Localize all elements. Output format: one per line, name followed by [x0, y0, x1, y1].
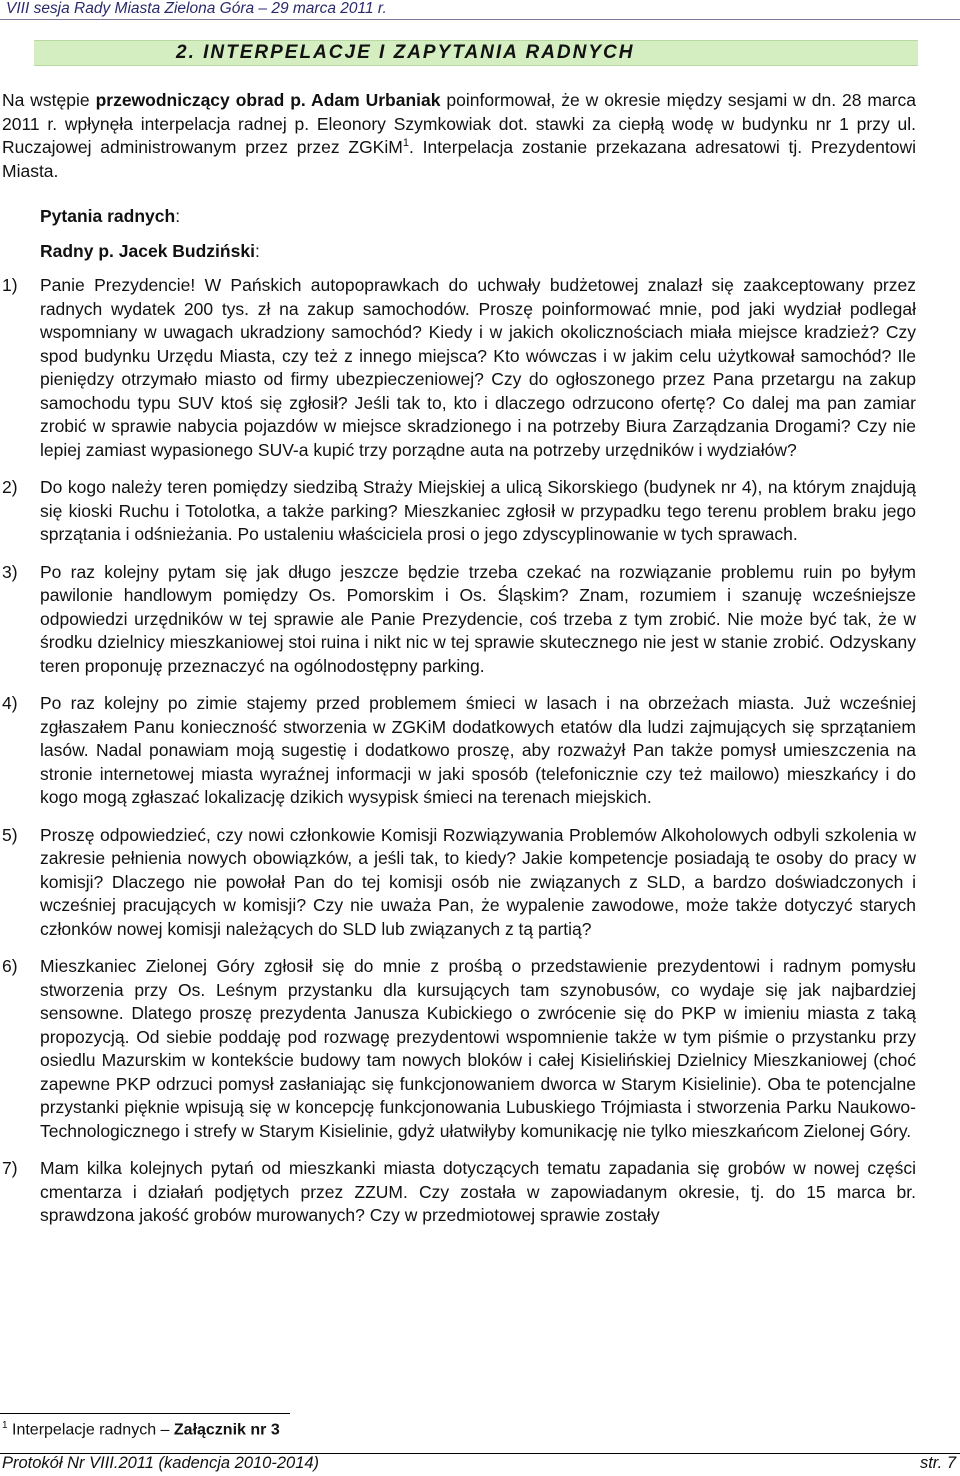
intro-text-3: . Interpelacja zostanie przekazana adresatowi tj. Prezydentowi Miasta.	[2, 137, 916, 181]
question-text: Mieszkaniec Zielonej Góry zgłosił się do mnie z prośbą o przedstawienie prezydentowi i radnym pomysłu stworzenia przy Os. Leśnym przystanku dla kursujących tam szynobusów, co wydaje się jak najbardziej sensowne. Dlatego proszę prezydenta Janusza Kubickiego o zwrócenie się do PKP w imieniu miasta z taką propozycją. Od siebie poddaję pod rozwagę prezydentowi wspomnienie także w tym piśmie o przystanku przy osiedlu Mazurskim w kontekście budowy tam nowych bloków i całej Kisielińskiej Dzielnicy Mieszkaniowej (choć zapewne PKP odrzuci pomysł zasłaniając się funkcjonowaniem dworca w Starym Kisielinie). Oba te potencjalne przystanki pięknie wpisują się w koncepcję funkcjonowania Lubuskiego Trójmiasta i stworzenia Parku Naukowo-Technologicznego i strefy w Starym Kisielinie, gdyż ułatwiłyby komunikację nie tylko mieszkańcom Zielonej Góry.	[40, 956, 916, 1141]
question-text: Panie Prezydencie! W Pańskich autopoprawkach do uchwały budżetowej znalazł się zaakceptowany przez radnych wydatek 200 tys. zł na zakup samochodów. Proszę poinformować mnie, pod jaki wydział podlegał wspomniany w uwagach ukradziony samochód? Kiedy i w jakich okolicznościach miała miejsce kradzież? Czy spod budynku Urzędu Miasta, czy też z innego miejsca? Kto wówczas i w jakim celu użytkował samochód? Ile pieniędzy otrzymało miasto od firmy ubezpieczeniowej? Czy do ogłoszonego przez Pana przetargu na zakup samochodu typu SUV ktoś się zgłosił? Jeśli tak to, kto i dlaczego odrzucono ofertę? Co dalej ma pan zamiar zrobić w sprawie nabycia pojazdów w miejsce skradzionego i na potrzeby Biura Zarządzania Drogami? Czy nie lepiej zamiast wypasionego SUV-a kupić trzy porządne auta na potrzeby urzędników i wydziałów?	[40, 275, 916, 460]
intro-paragraph	[2, 89, 916, 183]
question-number: 5)	[2, 824, 18, 845]
chairman-name: przewodniczący obrad p. Adam Urbaniak	[95, 90, 441, 110]
question-text: Mam kilka kolejnych pytań od mieszkanki miasta dotyczących tematu zapadania się grobów w nowej części cmentarza i działań podjętych przez ZZUM. Czy została w zapowiadanym okresie, tj. do 15 marca br. sprawdzona jakość grobów murowanych? Czy w przedmiotowej sprawie zostały	[40, 1158, 916, 1225]
running-header: VIII sesja Rady Miasta Zielona Góra – 29 marca 2011 r.	[6, 0, 387, 17]
question-number: 6)	[2, 956, 18, 976]
questions-heading-colon: :	[175, 206, 181, 226]
footnote-mark: 1	[402, 137, 409, 150]
question-item	[0, 476, 916, 547]
footnote-attachment: Załącznik nr 3	[173, 1421, 280, 1439]
question-number: 4)	[2, 693, 18, 713]
question-item	[0, 274, 916, 462]
question-item	[0, 561, 916, 679]
question-text: Po raz kolejny po zimie stajemy przed problemem śmieci w lasach i na obrzeżach miasta. Już wcześniej zgłaszałem Panu konieczność stworzenia w ZGKiM dodatkowych etatów dla ludzi zajmujących się sprzątaniem lasów. Nadal ponawiam moją sugestię i dodatkowo proszę, aby rozważył Pan także pomysł umieszczenia na stronie internetowej miasta wyraźnej informacji w jaki sposób (telefonicznie czy też mailowo) mieszkańcy i do kogo mogą zgłaszać lokalizację dzikich wysypisk śmieci na terenach miejskich.	[40, 693, 916, 807]
footnote	[2, 1420, 280, 1439]
header-rule	[0, 19, 960, 20]
intro-text-2: poinformował, że w okresie między sesjami w dn. 28 marca 2011 r. wpłynęła interpelacja radnej p. Eleonory Szymkowiak dot. stawki za ciepłą wodę w budynku nr 1 przy ul. Ruczajowej administrowanym przez przez ZGKiM	[2, 90, 916, 157]
question-text: Po raz kolejny pytam się jak długo jeszcze będzie trzeba czekać na rozwiązanie problemu ruin po byłym pawilonie handlowym pomiędzy Os. Pomorskim i Os. Śląskim? Znam, rozumiem i szanuję wcześniejsze odpowiedzi urzędników w tej sprawie ale Panie Prezydencie, coś trzeba z tym zrobić. Nie może być tak, że w środku dzielnicy mieszkaniowej stoi ruina i nikt nic w tej sprawie skutecznego nie jest w stanie zrobić. Odzyskany teren proponuję przeznaczyć na ogólnodostępny parking.	[40, 561, 916, 676]
questions-heading	[40, 206, 180, 227]
councillor-heading	[40, 241, 260, 262]
footer-page-number: str. 7	[919, 1454, 956, 1472]
question-text: Do kogo należy teren pomiędzy siedzibą Straży Miejskiej a ulicą Sikorskiego (budynek nr 4), na którym znajdują się kioski Ruchu i Totolotka, a także parking? Mieszkaniec zgłosił w przypadku tego terenu problem braku jego sprzątania i odśnieżania. Po ustaleniu właściciela prosi o jego zdyscyplinowanie w tych sprawach.	[40, 477, 916, 544]
section-title: 2. INTERPELACJE I ZAPYTANIA RADNYCH	[176, 42, 635, 63]
question-number: 3)	[2, 561, 18, 582]
question-item	[0, 824, 916, 942]
footnote-rule	[0, 1413, 290, 1414]
footnote-number: 1	[2, 1420, 8, 1431]
intro-text-1: Na wstępie	[2, 90, 96, 110]
question-number: 7)	[2, 1158, 18, 1178]
question-item	[0, 1157, 916, 1228]
question-text: Proszę odpowiedzieć, czy nowi członkowie Komisji Rozwiązywania Problemów Alkoholowych odbyli szkolenia w zakresie pełnienia nowych obowiązków, a jeśli tak, to kiedy? Jakie kompetencje posiadają te osoby do pracy w komisji? Dlaczego nie powołał Pan do tej komisji osób nie związanych z SLD, a bardzo doświadczonych i wcześniej pracujących w komisji? Czy nie uważa Pan, że wypalenie zawodowe, może także dotyczyć starych członków nowej komisji należących do SLD lub związanych z tą partią?	[40, 824, 916, 939]
footnote-text: Interpelacje radnych –	[7, 1421, 174, 1439]
footer-protocol: Protokół Nr VIII.2011 (kadencja 2010-2014)	[2, 1454, 320, 1472]
questions-list	[0, 274, 916, 1242]
question-item	[0, 955, 916, 1143]
questions-heading-label: Pytania radnych	[40, 206, 176, 226]
question-item	[0, 692, 916, 810]
question-number: 1)	[2, 275, 18, 295]
question-number: 2)	[2, 477, 18, 497]
councillor-heading-colon: :	[254, 241, 260, 261]
councillor-heading-label: Radny p. Jacek Budziński	[40, 241, 255, 261]
